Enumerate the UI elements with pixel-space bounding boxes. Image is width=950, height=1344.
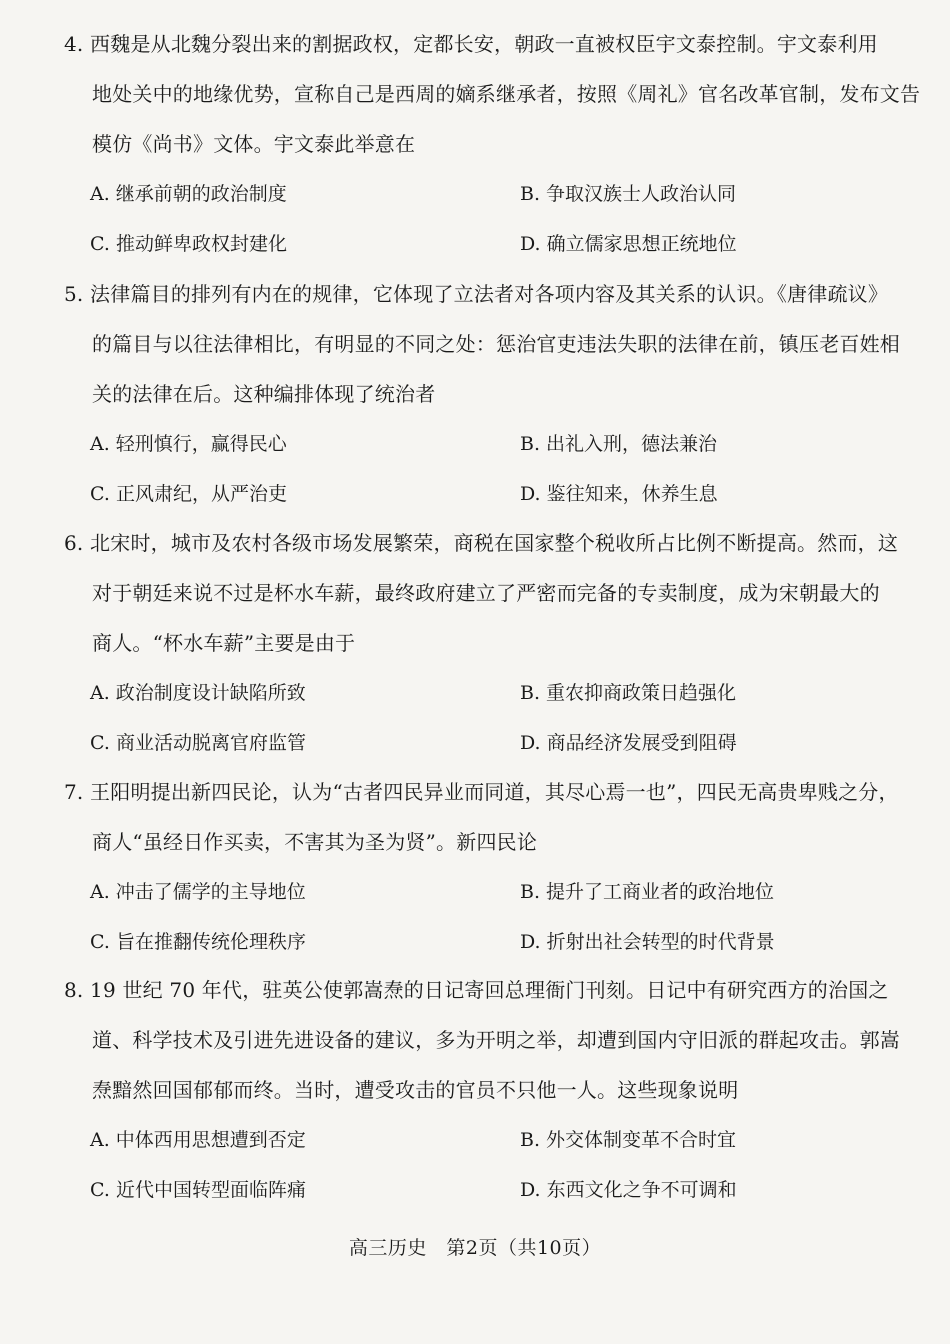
option-a: A. 轻刑慎行，赢得民心 — [90, 433, 287, 455]
option-c: C. 正风肃纪，从严治吏 — [90, 483, 287, 505]
option-b: B. 重农抑商政策日趋强化 — [520, 682, 737, 704]
question-4-line-3: 模仿《尚书》文体。宇文泰此举意在 — [92, 132, 416, 156]
question-6-line-1: 6. 北宋时，城市及农村各级市场发展繁荣，商税在国家整个税收所占比例不断提高。然而，这 — [64, 531, 899, 555]
question-7-line-2: 商人“虽经日作买卖，不害其为圣为贤”。新四民论 — [92, 830, 538, 854]
question-5-line-1: 5. 法律篇目的排列有内在的规律，它体现了立法者对各项内容及其关系的认识。《唐律疏议》 — [64, 282, 889, 306]
question-6 — [64, 531, 899, 781]
option-c: C. 近代中国转型面临阵痛 — [90, 1179, 306, 1201]
question-7-options — [64, 880, 894, 980]
option-a: A. 中体西用思想遭到否定 — [90, 1129, 306, 1151]
option-d: D. 折射出社会转型的时代背景 — [520, 931, 775, 953]
question-6-line-3: 商人。“杯水车薪”主要是由于 — [92, 631, 356, 655]
option-d: D. 东西文化之争不可调和 — [520, 1179, 737, 1201]
question-5 — [64, 282, 900, 532]
question-4-line-1: 4. 西魏是从北魏分裂出来的割据政权，定都长安，朝政一直被权臣宇文泰控制。宇文泰利用 — [64, 32, 878, 56]
question-8-line-2: 道、科学技术及引进先进设备的建议，多为开明之举，却遭到国内守旧派的群起攻击。郭嵩 — [92, 1028, 900, 1052]
option-a: A. 冲击了儒学的主导地位 — [90, 881, 306, 903]
option-d: D. 确立儒家思想正统地位 — [520, 233, 737, 255]
option-c: C. 商业活动脱离官府监管 — [90, 732, 306, 754]
question-8-line-1: 8. 19 世纪 70 年代，驻英公使郭嵩焘的日记寄回总理衙门刊刻。日记中有研究西方的治国之 — [64, 978, 889, 1002]
page-footer: 高三历史 第2页（共10页） — [348, 1237, 602, 1259]
option-b: B. 出礼入刑，德法兼治 — [520, 433, 718, 455]
option-c: C. 推动鲜卑政权封建化 — [90, 233, 287, 255]
option-b: B. 外交体制变革不合时宜 — [520, 1129, 737, 1151]
question-7-line-1: 7. 王阳明提出新四民论，认为“古者四民异业而同道，其尽心焉一也”，四民无高贵卑贱之分， — [64, 780, 899, 804]
question-6-options — [64, 681, 894, 781]
question-4 — [64, 32, 921, 282]
question-4-line-2: 地处关中的地缘优势，宣称自己是西周的嫡系继承者，按照《周礼》官名改革官制，发布文告 — [92, 82, 921, 106]
question-5-line-3: 关的法律在后。这种编排体现了统治者 — [92, 382, 436, 406]
question-7 — [64, 780, 899, 980]
option-b: B. 争取汉族士人政治认同 — [520, 183, 737, 205]
option-a: A. 政治制度设计缺陷所致 — [90, 682, 306, 704]
option-b: B. 提升了工商业者的政治地位 — [520, 881, 775, 903]
option-a: A. 继承前朝的政治制度 — [90, 183, 287, 205]
question-8-options — [64, 1128, 894, 1228]
option-c: C. 旨在推翻传统伦理秩序 — [90, 931, 306, 953]
option-d: D. 鉴往知来，休养生息 — [520, 483, 718, 505]
question-8 — [64, 978, 900, 1228]
question-6-line-2: 对于朝廷来说不过是杯水车薪，最终政府建立了严密而完备的专卖制度，成为宋朝最大的 — [92, 581, 880, 605]
question-5-options — [64, 432, 894, 532]
option-d: D. 商品经济发展受到阻碍 — [520, 732, 737, 754]
question-8-line-3: 焘黯然回国郁郁而终。当时，遭受攻击的官员不只他一人。这些现象说明 — [92, 1078, 739, 1102]
question-5-line-2: 的篇目与以往法律相比，有明显的不同之处：惩治官吏违法失职的法律在前，镇压老百姓相 — [92, 332, 900, 356]
question-4-options — [64, 182, 894, 282]
